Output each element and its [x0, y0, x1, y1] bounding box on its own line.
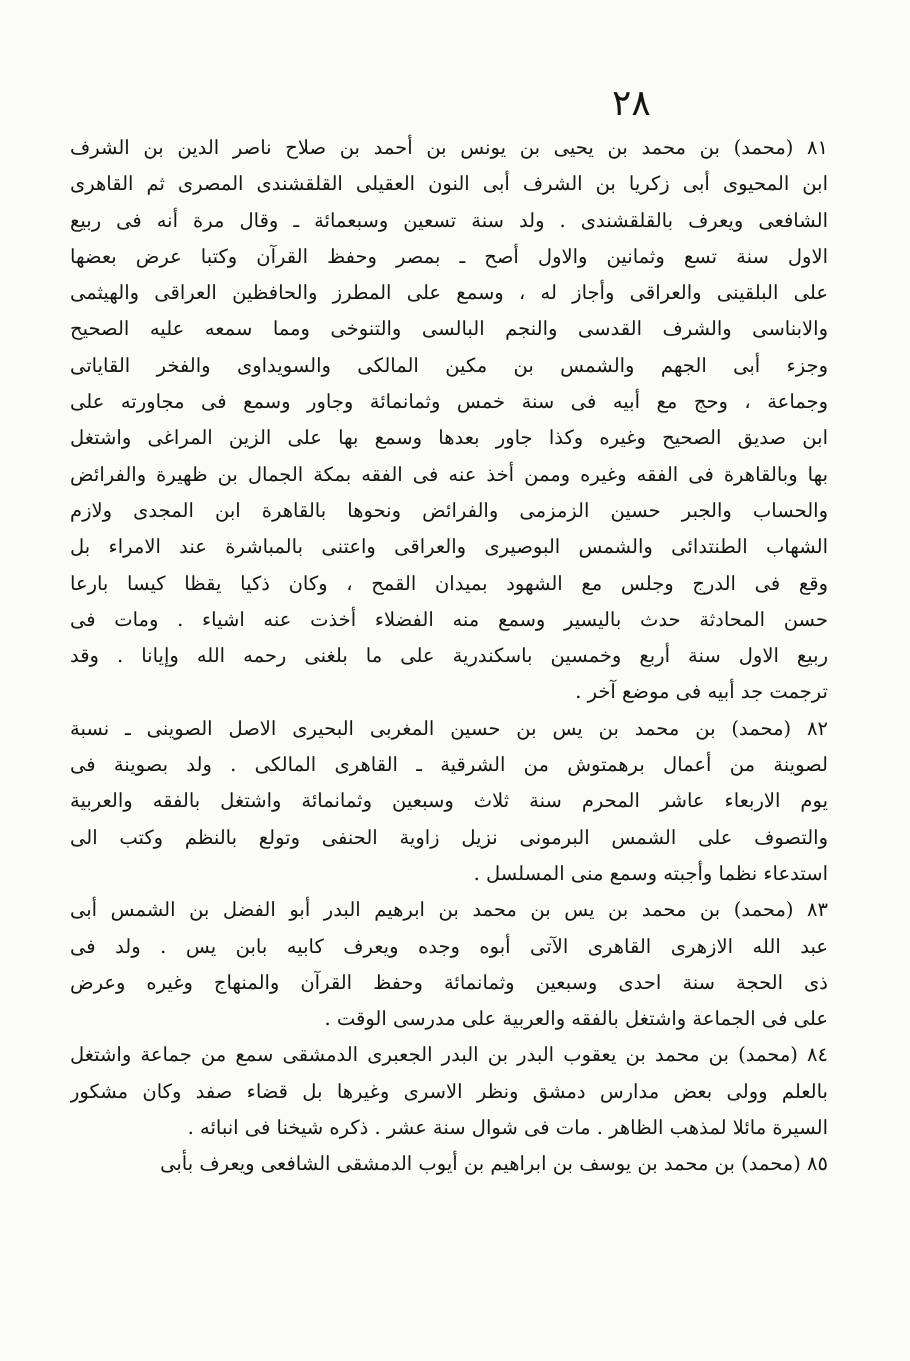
- text-line: ٨٥ (محمد) بن محمد بن يوسف بن ابراهيم بن أيوب الدمشقى الشافعى ويعرف بأبى: [160, 1152, 828, 1176]
- text-line: ابن المحيوى أبى زكريا بن الشرف أبى النون العقيلى القلقشندى المصرى ثم القاهرى: [70, 172, 828, 196]
- text-line: استدعاء نظما وأجبته وسمع منى المسلسل .: [473, 861, 828, 885]
- text-line: ربيع الاول سنة أربع وخمسين باسكندرية على ما بلغنى رحمه الله وإيانا . وقد: [70, 644, 828, 668]
- biography-entry: [70, 1146, 828, 1182]
- text-line: ترجمت جد أبيه فى موضع آخر .: [575, 680, 828, 704]
- text-line: بها وبالقاهرة فى الفقه وغيره وممن أخذ عنه فى الفقه بمكة الجمال بن ظهيرة والفرائض: [70, 462, 828, 486]
- text-line: ابن صديق الصحيح وغيره وكذا جاور بعدها وسمع بها على الزين المراغى واشتغل: [70, 426, 828, 450]
- text-line: على البلقينى والعراقى وأجاز له ، وسمع على المطرز والحافظين العراقى والهيثمى: [70, 281, 828, 305]
- text-line: الاول سنة تسع وثمانين والاول أصح ـ بمصر وحفظ القرآن وكتبا عرض بعضها: [70, 244, 828, 268]
- text-line: ذى الحجة سنة احدى وسبعين وثمانمائة وحفظ القرآن والمنهاج وغيره وعرض: [70, 970, 828, 994]
- text-line: حسن المحادثة حدث باليسير وسمع منه الفضلاء أخذت عنه اشياء . ومات فى: [70, 607, 828, 631]
- text-line: السيرة مائلا لمذهب الظاهر . مات فى شوال سنة عشر . ذكره شيخنا فى انبائه .: [187, 1116, 828, 1140]
- body-text: [70, 130, 828, 1183]
- biography-entry: [70, 1037, 828, 1146]
- text-line: وجماعة ، وحج مع أبيه فى سنة خمس وثمانمائة وجاور وسمع فى مجاورته على: [70, 390, 828, 414]
- biography-entry: [70, 892, 828, 1037]
- text-line: والتصوف على الشمس البرمونى نزيل زاوية الحنفى وتولع بالنظم وكتب الى: [70, 825, 828, 849]
- text-line: على فى الجماعة واشتغل بالفقه والعربية على مدرسى الوقت .: [324, 1007, 828, 1031]
- text-line: الشهاب الطنتدائى والشمس البوصيرى والعراقى واعتنى بالمباشرة عند الامراء بل: [70, 535, 828, 559]
- page-number: ٢٨: [612, 83, 651, 124]
- text-line: والحساب والجبر حسين الزمزمى والفرائض ونحوها بالقاهرة ابن المجدى ولازم: [70, 498, 828, 522]
- text-line: وجزء أبى الجهم والشمس بن مكين المالكى والسويداوى والفخر القاياتى: [70, 353, 828, 377]
- text-line: ٨٤ (محمد) بن محمد بن يعقوب البدر بن البدر الجعبرى الدمشقى سمع من جماعة واشتغل: [70, 1043, 828, 1067]
- text-line: بالعلم وولى بعض مدارس دمشق ونظر الاسرى وغيرها بل قضاء صفد وكان مشكور: [70, 1079, 828, 1103]
- biography-entry: [70, 130, 828, 711]
- text-line: والابناسى والشرف القدسى والنجم البالسى والتنوخى ومما سمعه عليه الصحيح: [70, 317, 828, 341]
- text-line: ٨١ (محمد) بن محمد بن يحيى بن يونس بن أحمد بن صلاح ناصر الدين بن الشرف: [70, 136, 828, 159]
- text-line: ٨٣ (محمد) بن محمد بن يس بن محمد بن ابرهيم البدر أبو الفضل بن الشمس أبى: [70, 898, 828, 922]
- text-line: الشافعى ويعرف بالقلقشندى . ولد سنة تسعين وسبعمائة ـ وقال مرة أنه فى ربيع: [70, 208, 828, 232]
- text-line: وقع فى الدرج وجلس مع الشهود بميدان القمح ، وكان ذكيا يقظا كيسا بارعا: [70, 571, 828, 595]
- text-line: يوم الاربعاء عاشر المحرم سنة ثلاث وسبعين وثمانمائة واشتغل بالفقه والعربية: [70, 789, 828, 813]
- text-line: عبد الله الازهرى القاهرى الآتى أبوه وجده ويعرف كابيه بابن يس . ولد فى: [70, 934, 828, 958]
- biography-entry: [70, 711, 828, 892]
- text-line: لصوينة من أعمال برهمتوش من الشرقية ـ القاهرى المالكى . ولد بصوينة فى: [70, 753, 828, 777]
- text-line: ٨٢ (محمد) بن محمد بن يس بن حسين المغربى البحيرى الاصل الصوينى ـ نسبة: [70, 716, 828, 740]
